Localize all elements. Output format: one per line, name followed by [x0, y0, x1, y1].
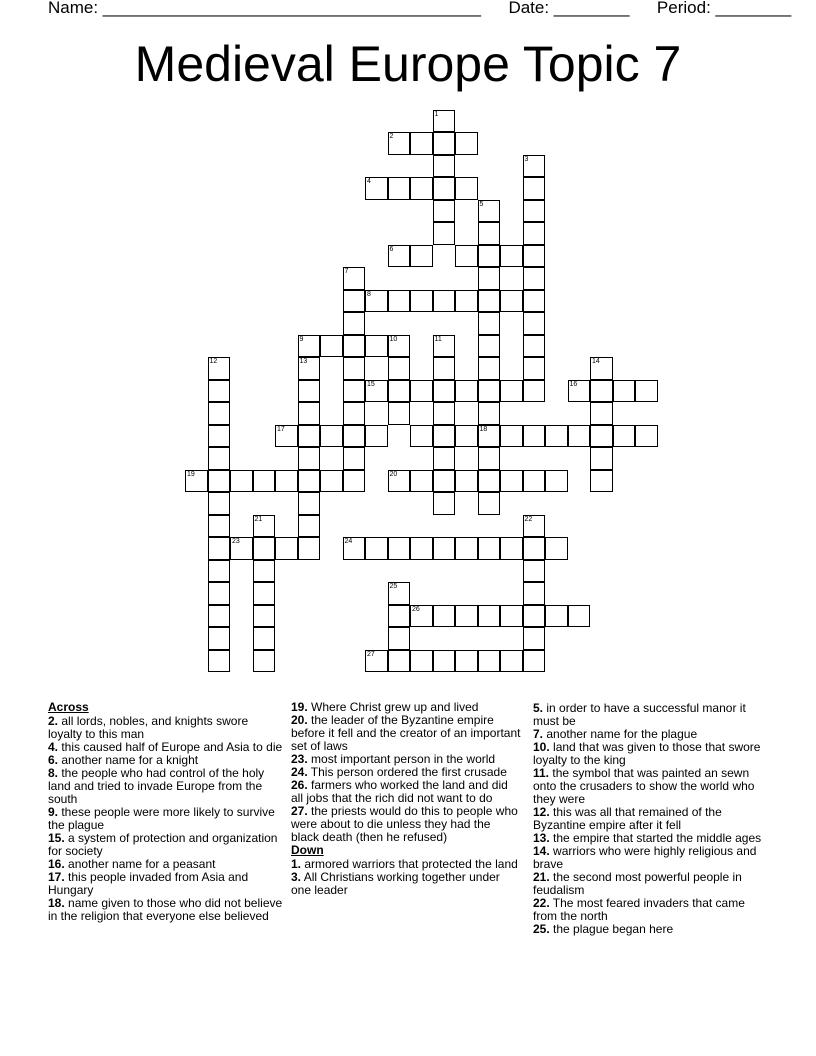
date-field[interactable]: Date: ________	[508, 0, 630, 17]
clue-number-label: 20.	[291, 713, 308, 727]
crossword-cell[interactable]	[298, 335, 321, 358]
clue-text: All Christians working together under one leader	[291, 870, 500, 897]
crossword-cell[interactable]	[500, 650, 523, 673]
clue-item	[48, 767, 284, 806]
crossword-cell[interactable]	[298, 380, 321, 403]
crossword-cell[interactable]	[343, 290, 366, 313]
crossword-cell[interactable]	[523, 650, 546, 673]
crossword-cell[interactable]	[410, 290, 433, 313]
crossword-cell[interactable]	[478, 290, 501, 313]
crossword-cell[interactable]	[433, 402, 456, 425]
clue-number-label: 6.	[48, 753, 59, 767]
clue-column-2	[291, 701, 521, 897]
clue-item	[48, 806, 284, 832]
crossword-cell[interactable]	[433, 132, 456, 155]
crossword-cell[interactable]	[388, 177, 411, 200]
clue-number: 26	[412, 605, 420, 613]
page-title: Medieval Europe Topic 7	[134, 36, 682, 92]
clue-item	[48, 871, 284, 897]
clue-number-label: 3.	[291, 870, 302, 884]
crossword-cell[interactable]	[523, 425, 546, 448]
crossword-cell[interactable]	[523, 605, 546, 628]
crossword-cell[interactable]	[433, 290, 456, 313]
clue-text: warriors who were highly religious and brave	[533, 844, 757, 871]
clue-number: 8	[367, 290, 371, 298]
clue-number: 18	[479, 425, 488, 433]
crossword-cell[interactable]	[500, 245, 523, 268]
crossword-cell[interactable]	[433, 155, 456, 178]
crossword-cell[interactable]	[343, 335, 366, 358]
crossword-cell[interactable]	[478, 380, 501, 403]
crossword-cell[interactable]	[568, 605, 591, 628]
name-field[interactable]: Name: ________________________________________	[48, 0, 481, 17]
crossword-cell[interactable]	[455, 177, 478, 200]
clue-number: 12	[209, 358, 218, 365]
crossword-cell[interactable]	[455, 470, 478, 493]
crossword-cell[interactable]	[298, 425, 321, 448]
clue-number-label: 24.	[291, 765, 308, 779]
clue-text: the symbol that was painted an sewn onto the crusaders to show the world who they were	[533, 766, 755, 806]
crossword-cell[interactable]	[478, 650, 501, 673]
clue-number-label: 2.	[48, 714, 59, 728]
crossword-cell[interactable]	[455, 380, 478, 403]
clue-text: the leader of the Byzantine empire before it fell and the creator of an important set of laws	[291, 713, 521, 753]
clue-number: 17	[277, 425, 285, 433]
clue-number: 19	[187, 470, 195, 478]
crossword-cell[interactable]	[253, 560, 276, 583]
clue-number: 2	[389, 133, 394, 140]
crossword-cell[interactable]	[568, 425, 591, 448]
crossword-cell[interactable]	[388, 537, 411, 560]
clue-text: farmers who worked the land and did all jobs that the rich did not want to do	[291, 778, 508, 805]
crossword-cell[interactable]	[545, 537, 568, 560]
crossword-cell[interactable]	[523, 537, 546, 560]
crossword-cell[interactable]	[208, 357, 231, 380]
clue-item	[48, 832, 284, 858]
crossword-cell[interactable]	[478, 222, 501, 245]
clue-number: 1	[434, 110, 439, 118]
crossword-cell[interactable]	[253, 582, 276, 605]
crossword-cell[interactable]	[343, 425, 366, 448]
crossword-cell[interactable]	[208, 537, 231, 560]
clue-number: 15	[367, 380, 375, 388]
crossword-cell[interactable]	[365, 380, 388, 403]
crossword-cell[interactable]	[275, 425, 298, 448]
crossword-cell[interactable]	[478, 402, 501, 425]
clue-text: this people invaded from Asia and Hungary	[48, 870, 249, 897]
clue-number-label: 19.	[291, 700, 308, 714]
crossword-cell[interactable]	[478, 335, 501, 358]
crossword-cell[interactable]	[478, 245, 501, 268]
crossword-cell[interactable]	[478, 537, 501, 560]
crossword-cell[interactable]	[523, 582, 546, 605]
clue-text: the second most powerful people in feudalism	[533, 870, 742, 897]
crossword-cell[interactable]	[433, 425, 456, 448]
crossword-cell[interactable]	[388, 627, 411, 650]
crossword-cell[interactable]	[455, 290, 478, 313]
clue-number-label: 13.	[533, 831, 550, 845]
crossword-cell[interactable]	[253, 515, 276, 538]
clue-column-3	[533, 702, 763, 936]
clue-text: the priests would do this to people who were about to die unless they had the black death (then he refused)	[291, 804, 518, 844]
crossword-cell[interactable]	[613, 425, 636, 448]
down-clue-list-cont	[533, 702, 763, 936]
clue-text: a system of protection and organization for society	[48, 831, 278, 858]
crossword-cell[interactable]	[523, 627, 546, 650]
crossword-cell[interactable]	[523, 290, 546, 313]
crossword-cell[interactable]	[635, 425, 658, 448]
crossword-cell[interactable]	[388, 650, 411, 673]
clue-text: armored warriors that protected the land	[301, 857, 518, 871]
crossword-cell[interactable]	[523, 155, 546, 178]
crossword-cell[interactable]	[523, 335, 546, 358]
crossword-cell[interactable]	[298, 357, 321, 380]
crossword-cell[interactable]	[388, 357, 411, 380]
crossword-cell[interactable]	[275, 470, 298, 493]
crossword-cell[interactable]	[523, 177, 546, 200]
crossword-cell[interactable]	[343, 537, 366, 560]
crossword-cell[interactable]	[433, 200, 456, 223]
clue-item	[533, 767, 763, 806]
crossword-cell[interactable]	[410, 537, 433, 560]
crossword-cell[interactable]	[433, 177, 456, 200]
crossword-cell[interactable]	[523, 222, 546, 245]
crossword-cell[interactable]	[523, 357, 546, 380]
clue-number: 5	[479, 200, 484, 208]
clue-text: most important person in the world	[307, 752, 496, 766]
clue-number-label: 9.	[48, 805, 59, 819]
crossword-cell[interactable]	[523, 200, 546, 223]
crossword-cell[interactable]	[298, 537, 321, 560]
down-heading: Down	[291, 843, 324, 857]
clue-number-label: 5.	[533, 701, 544, 715]
clue-number: 4	[367, 178, 371, 185]
clue-number-label: 11.	[533, 766, 550, 780]
crossword-cell[interactable]	[410, 425, 433, 448]
crossword-cell[interactable]	[343, 380, 366, 403]
crossword-cell[interactable]	[500, 605, 523, 628]
crossword-cell[interactable]	[388, 335, 411, 358]
clue-number: 11	[434, 335, 442, 343]
crossword-cell[interactable]	[365, 335, 388, 358]
crossword-cell[interactable]	[433, 357, 456, 380]
crossword-cell[interactable]	[388, 582, 411, 605]
clue-item	[533, 702, 763, 728]
clue-text: name given to those who did not believe in the religion that everyone else believed	[48, 896, 283, 923]
crossword-cell[interactable]	[410, 132, 433, 155]
crossword-cell[interactable]	[433, 470, 456, 493]
crossword-cell[interactable]	[410, 245, 433, 268]
clue-text: The most feared invaders that came from the north	[533, 896, 745, 923]
clue-number: 25	[389, 583, 398, 590]
clue-text: in order to have a successful manor it must be	[533, 701, 746, 728]
crossword-cell[interactable]	[253, 605, 276, 628]
clue-number: 6	[389, 245, 394, 253]
crossword-cell[interactable]	[455, 605, 478, 628]
crossword-cell[interactable]	[545, 605, 568, 628]
crossword-cell[interactable]	[343, 267, 366, 290]
crossword-cell[interactable]	[208, 380, 231, 403]
crossword-cell[interactable]	[388, 380, 411, 403]
clue-number-label: 7.	[533, 727, 544, 741]
crossword-cell[interactable]	[343, 447, 366, 470]
crossword-cell[interactable]	[590, 402, 613, 425]
clue-item	[533, 923, 763, 936]
clue-number: 9	[299, 335, 304, 343]
crossword-cell[interactable]	[635, 380, 658, 403]
clue-text: land that was given to those that swore loyalty to the king	[533, 740, 761, 767]
clue-number-label: 4.	[48, 740, 59, 754]
crossword-cell[interactable]	[478, 492, 501, 515]
clue-number-label: 16.	[48, 857, 65, 871]
clue-text: all lords, nobles, and knights swore loyalty to this man	[48, 714, 249, 741]
clue-text: another name for a knight	[58, 753, 199, 767]
period-field[interactable]: Period: ________	[656, 0, 792, 17]
crossword-cell[interactable]	[410, 650, 433, 673]
crossword-cell[interactable]	[523, 515, 546, 538]
crossword-cell[interactable]	[433, 110, 456, 133]
clue-item	[48, 715, 284, 741]
clue-number-label: 17.	[48, 870, 65, 884]
crossword-cell[interactable]	[388, 245, 411, 268]
crossword-cell[interactable]	[208, 447, 231, 470]
crossword-cell[interactable]	[410, 177, 433, 200]
clue-item	[533, 845, 763, 871]
crossword-cell[interactable]	[208, 402, 231, 425]
crossword-cell[interactable]	[343, 312, 366, 335]
clue-number-label: 10.	[533, 740, 550, 754]
crossword-cell[interactable]	[478, 200, 501, 223]
crossword-cell[interactable]	[298, 447, 321, 470]
clue-number-label: 8.	[48, 766, 59, 780]
crossword-cell[interactable]	[523, 380, 546, 403]
crossword-cell[interactable]	[298, 402, 321, 425]
clue-number: 13	[299, 358, 308, 365]
clue-number-label: 14.	[533, 844, 550, 858]
clue-text: the plague began here	[549, 922, 674, 936]
clue-item	[291, 714, 521, 753]
clue-number-label: 25.	[533, 922, 550, 936]
crossword-cell[interactable]	[208, 470, 231, 493]
clue-item	[291, 779, 521, 805]
crossword-cell[interactable]	[410, 605, 433, 628]
crossword-cell[interactable]	[388, 402, 411, 425]
crossword-cell[interactable]	[298, 470, 321, 493]
clue-number: 22	[524, 515, 533, 523]
crossword-cell[interactable]	[455, 650, 478, 673]
crossword-cell[interactable]	[320, 335, 343, 358]
crossword-cell[interactable]	[590, 425, 613, 448]
clue-item	[533, 871, 763, 897]
crossword-cell[interactable]	[500, 425, 523, 448]
crossword-cell[interactable]	[388, 132, 411, 155]
crossword-cell[interactable]	[500, 290, 523, 313]
clue-item	[533, 897, 763, 923]
clue-number-label: 12.	[533, 805, 550, 819]
crossword-cell[interactable]	[433, 605, 456, 628]
crossword-cell[interactable]	[365, 290, 388, 313]
crossword-cell[interactable]	[523, 560, 546, 583]
clue-number-label: 22.	[533, 896, 550, 910]
crossword-cell[interactable]	[523, 470, 546, 493]
clue-number: 23	[232, 538, 240, 545]
crossword-cell[interactable]	[365, 177, 388, 200]
crossword-cell[interactable]	[545, 425, 568, 448]
crossword-cell[interactable]	[208, 605, 231, 628]
down-clue-list	[291, 858, 521, 897]
across-heading: Across	[48, 700, 89, 714]
crossword-cell[interactable]	[590, 447, 613, 470]
crossword-cell[interactable]	[478, 447, 501, 470]
crossword-cell[interactable]	[433, 335, 456, 358]
crossword-cell[interactable]	[478, 470, 501, 493]
clue-item	[291, 805, 521, 844]
clue-column-1	[48, 701, 284, 923]
across-clue-list-cont	[291, 701, 521, 844]
crossword-cell[interactable]	[590, 357, 613, 380]
clue-item	[291, 871, 521, 897]
crossword-cell[interactable]	[208, 560, 231, 583]
crossword-cell[interactable]	[320, 470, 343, 493]
crossword-cell[interactable]	[455, 245, 478, 268]
crossword-cell[interactable]	[343, 357, 366, 380]
crossword-cell[interactable]	[208, 627, 231, 650]
crossword-cell[interactable]	[455, 425, 478, 448]
crossword-cell[interactable]	[478, 357, 501, 380]
crossword-cell[interactable]	[365, 537, 388, 560]
crossword-cell[interactable]	[208, 650, 231, 673]
crossword-cell[interactable]	[433, 380, 456, 403]
crossword-cell[interactable]	[208, 492, 231, 515]
crossword-cell[interactable]	[298, 515, 321, 538]
clue-number: 14	[592, 358, 600, 365]
crossword-cell[interactable]	[523, 245, 546, 268]
clue-number: 3	[524, 155, 529, 163]
crossword-cell[interactable]	[185, 470, 208, 493]
crossword-cell[interactable]	[208, 582, 231, 605]
clue-text: these people were more likely to survive the plague	[48, 805, 275, 832]
crossword-cell[interactable]	[455, 132, 478, 155]
crossword-cell[interactable]	[433, 492, 456, 515]
clue-text: another name for the plague	[543, 727, 698, 741]
crossword-cell[interactable]	[253, 537, 276, 560]
crossword-cell[interactable]	[568, 380, 591, 403]
crossword-cell[interactable]	[433, 222, 456, 245]
crossword-cell[interactable]	[208, 425, 231, 448]
across-clue-list	[48, 715, 284, 923]
clue-number: 27	[367, 650, 375, 658]
clue-item	[48, 897, 284, 923]
crossword-cell[interactable]	[298, 492, 321, 515]
clue-text: This person ordered the first crusade	[307, 765, 507, 779]
clue-text: Where Christ grew up and lived	[307, 700, 479, 714]
crossword-cell[interactable]	[478, 267, 501, 290]
clue-number: 20	[389, 470, 398, 478]
clue-text: the empire that started the middle ages	[549, 831, 762, 845]
crossword-cell[interactable]	[388, 290, 411, 313]
crossword-cell[interactable]	[590, 380, 613, 403]
crossword-cell[interactable]	[455, 537, 478, 560]
crossword-cell[interactable]	[523, 267, 546, 290]
crossword-cell[interactable]	[410, 380, 433, 403]
clue-text: this was all that remained of the Byzantine empire after it fell	[533, 805, 722, 832]
crossword-cell[interactable]	[343, 402, 366, 425]
crossword-cell[interactable]	[478, 605, 501, 628]
crossword-cell[interactable]	[613, 380, 636, 403]
crossword-cell[interactable]	[343, 470, 366, 493]
crossword-cell[interactable]	[275, 537, 298, 560]
crossword-cell[interactable]	[500, 470, 523, 493]
crossword-cell[interactable]	[208, 515, 231, 538]
crossword-cell[interactable]	[433, 650, 456, 673]
crossword-cell[interactable]	[433, 537, 456, 560]
crossword-cell[interactable]	[523, 312, 546, 335]
clue-text: the people who had control of the holy land and tried to invade Europe from the south	[48, 766, 265, 806]
clue-number-label: 1.	[291, 857, 302, 871]
crossword-cell[interactable]	[365, 425, 388, 448]
clue-number: 21	[254, 515, 263, 523]
crossword-cell[interactable]	[545, 470, 568, 493]
crossword-cell[interactable]	[365, 650, 388, 673]
crossword-cell[interactable]	[230, 470, 253, 493]
clue-number: 10	[389, 335, 398, 343]
crossword-cell[interactable]	[230, 537, 253, 560]
clue-number-label: 27.	[291, 804, 308, 818]
clue-number-label: 15.	[48, 831, 65, 845]
clue-number-label: 21.	[533, 870, 550, 884]
clue-text: another name for a peasant	[64, 857, 216, 871]
clue-number-label: 26.	[291, 778, 308, 792]
crossword-cell[interactable]	[253, 650, 276, 673]
crossword-cell[interactable]	[500, 380, 523, 403]
crossword-cell[interactable]	[590, 470, 613, 493]
clue-number-label: 23.	[291, 752, 308, 766]
crossword-cell[interactable]	[478, 312, 501, 335]
clue-item	[533, 741, 763, 767]
crossword-cell[interactable]	[253, 470, 276, 493]
clue-text: this caused half of Europe and Asia to die	[58, 740, 283, 754]
clue-item	[533, 806, 763, 832]
crossword-cell[interactable]	[433, 447, 456, 470]
crossword-cell[interactable]	[253, 627, 276, 650]
crossword-cell[interactable]	[388, 470, 411, 493]
crossword-cell[interactable]	[320, 425, 343, 448]
clue-number: 7	[344, 268, 349, 275]
clue-number: 24	[344, 538, 353, 545]
crossword-cell[interactable]	[478, 425, 501, 448]
crossword-cell[interactable]	[500, 537, 523, 560]
crossword-cell[interactable]	[410, 470, 433, 493]
clue-number: 16	[569, 380, 578, 388]
clue-number-label: 18.	[48, 896, 65, 910]
crossword-cell[interactable]	[388, 605, 411, 628]
